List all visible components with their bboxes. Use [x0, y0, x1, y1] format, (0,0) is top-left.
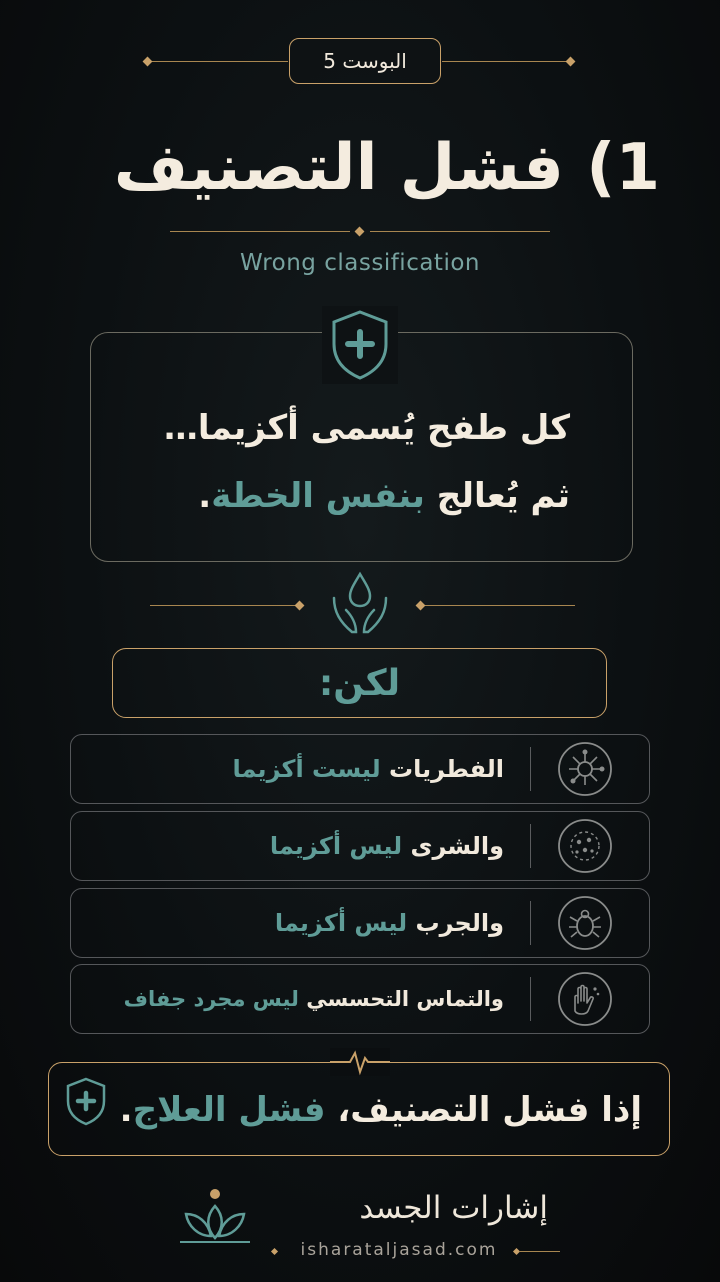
title-divider-left	[170, 231, 350, 232]
list-item	[70, 888, 650, 958]
footer-diamond-left	[271, 1248, 278, 1255]
item-lead: والجرب	[407, 909, 504, 937]
mid-divider-left	[150, 605, 295, 606]
statement-line-1: كل طفح يُسمى أكزيما…	[163, 408, 570, 448]
subtitle: Wrong classification	[240, 250, 480, 276]
conclusion-lead: إذا فشل التصنيف،	[325, 1090, 642, 1130]
fungus-icon	[557, 741, 613, 797]
conclusion-highlight: فشل العلاج	[132, 1090, 326, 1130]
website-link[interactable]: isharataljasad.com	[300, 1240, 498, 1260]
item-highlight: ليس مجرد جفاف	[123, 987, 299, 1011]
item-highlight: ليس أكزيما	[274, 909, 408, 937]
statement-highlight: بنفس الخطة	[211, 476, 425, 516]
top-diamond-right	[566, 57, 576, 67]
top-divider-left	[150, 61, 288, 62]
item-lead: والتماس التحسسي	[298, 987, 504, 1011]
shield-plus-icon-small	[62, 1076, 110, 1128]
conclusion-suffix: .	[119, 1090, 133, 1130]
item-divider	[530, 901, 531, 945]
heartbeat-icon	[330, 1048, 390, 1076]
page-title: 1) فشل التصنيف	[113, 131, 660, 205]
mid-diamond-left	[295, 601, 305, 611]
item-highlight: ليس أكزيما	[269, 832, 403, 860]
mid-diamond-right	[416, 601, 426, 611]
brand-name: إشارات الجسد	[359, 1190, 548, 1226]
top-diamond-left	[143, 57, 153, 67]
but-label-box: لكن:	[112, 648, 607, 718]
item-text	[232, 735, 504, 803]
rash-icon	[557, 818, 613, 874]
list-item	[70, 964, 650, 1034]
conclusion-text	[120, 1080, 642, 1140]
item-lead: والشرى	[402, 832, 504, 860]
item-lead: الفطريات	[380, 755, 504, 783]
statement-line-2	[198, 476, 570, 516]
list-item	[70, 811, 650, 881]
statement-line-2-suffix: .	[198, 476, 212, 516]
post-number-badge: البوست 5	[289, 38, 441, 84]
hand-icon	[557, 971, 613, 1027]
footer-line-right	[520, 1251, 560, 1252]
list-item	[70, 734, 650, 804]
title-divider-right	[370, 231, 550, 232]
title-divider-diamond	[355, 227, 365, 237]
item-text	[275, 889, 504, 957]
item-text	[124, 965, 504, 1033]
mite-icon	[557, 895, 613, 951]
item-text	[270, 812, 504, 880]
top-divider-right	[442, 61, 570, 62]
statement-line-2-prefix: ثم يُعالج	[424, 476, 570, 516]
lotus-logo-icon	[176, 1184, 254, 1248]
item-divider	[530, 747, 531, 791]
shield-plus-icon	[322, 306, 398, 384]
item-highlight: ليست أكزيما	[232, 755, 381, 783]
mid-divider-right	[425, 605, 575, 606]
water-drop-hands-icon	[326, 568, 394, 638]
item-divider	[530, 977, 531, 1021]
item-divider	[530, 824, 531, 868]
footer-diamond-right	[513, 1248, 520, 1255]
